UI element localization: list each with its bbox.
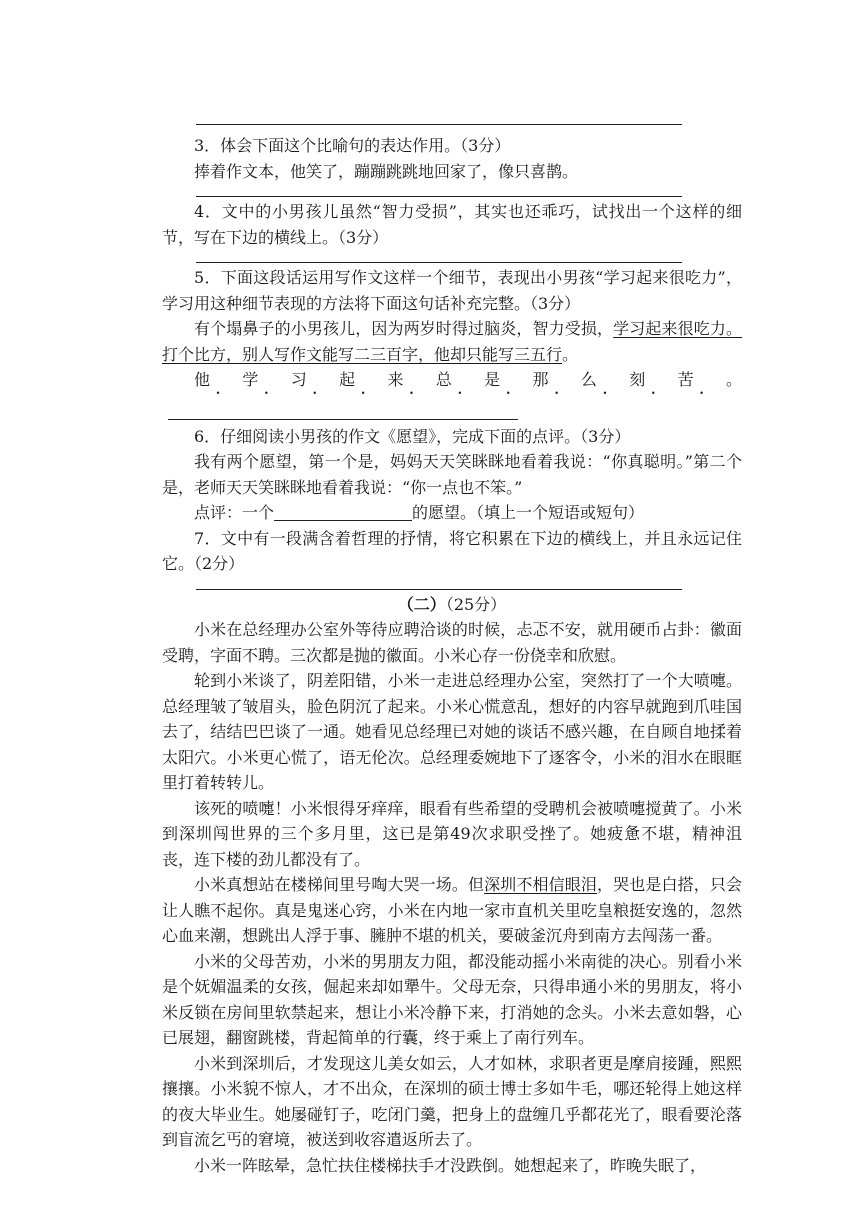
- q5-passage-underlined: 学习起来很吃力。打个比方，别人写作文能写二三百字，他却只能写三五行: [162, 319, 742, 364]
- passage-paragraph-6: 小米到深圳后，才发现这儿美女如云，人才如林，求职者更是摩肩接踵，熙熙攘攘。小米貌不惊人，才不出众，在深圳的硕士博士多如牛毛，哪还轮得上她这样的夜大毕业生。她屡碰钉子，吃闭门羹，把身上的盘缠几乎都花光了，眼看要沦落到盲流乞丐的窘境，被送到收容遣返所去了。: [162, 1053, 742, 1149]
- p4-underlined-phrase: 深圳不相信眼泪: [484, 875, 598, 894]
- q4-question: 4．文中的小男孩儿虽然“智力受损”，其实也还乖巧，试找出一个这样的细节，写在下边的横线上。（3分）: [162, 202, 742, 247]
- page-content: [162, 106, 742, 1178]
- q5-passage: [162, 316, 742, 367]
- p4-text-after: ，哭也是白搭，只会让人瞧不起你。真是鬼迷心窍，小米在内地一家市直机关里吃皇粮挺安逸的，忽然心血来潮，想跳出人浮于事、臃肿不堪的机关，要破釜沉舟到南方去闯荡一番。: [162, 875, 742, 945]
- passage-paragraph-3: 该死的喷嚏！小米恨得牙痒痒，眼看有些希望的受聘机会被喷嚏搅黄了。小米到深圳闯世界的三个多月里，这已是第49次求职受挫了。她疲惫不堪，精神沮丧，连下楼的劲儿都没有了。: [162, 798, 742, 869]
- q6-comment-after: 的愿望。（填上一个短语或短句）: [412, 503, 645, 522]
- q3-title: 3．体会下面这个比喻句的表达作用。（3分）: [194, 136, 511, 155]
- q5-prompt: [162, 367, 742, 424]
- passage-paragraph-7: 小米一阵眩晕，急忙扶住楼梯扶手才没跌倒。她想起来了，昨晚失眠了，: [194, 1155, 707, 1175]
- section-title: [162, 592, 742, 618]
- p4-text-before: 小米真想站在楼梯间里号啕大哭一场。但: [194, 875, 485, 894]
- q6-comment-before: 点评：一个: [194, 503, 275, 522]
- passage-paragraph-2: 轮到小米谈了，阴差阳错，小米一走进总经理办公室，突然打了一个大喷嚏。总经理皱了皱眉头，脸色阴沉了起来。小米心慌意乱，想好的内容早就跑到爪哇国去了，结结巴巴谈了一通。她看见总经理已对她的谈话不感兴趣，在自顾自地揉着太阳穴。小米更心慌了，语无伦次。总经理委婉地下了逐客令，小米的泪水在眼眶里打着转转儿。: [162, 671, 742, 792]
- passage-paragraph-4: [162, 872, 742, 949]
- q6-title: 6．仔细阅读小男孩的作文《愿望》，完成下面的点评。（3分）: [194, 426, 631, 446]
- q5-passage-text: 有个塌鼻子的小男孩儿，因为两岁时得过脑炎，智力受损，: [194, 319, 614, 338]
- q5-prompt-dotted: 他学习起来总是那么刻苦: [194, 370, 726, 389]
- q7-question: 7．文中有一段满含着哲理的抒情，将它积累在下边的横线上，并且永远记住它。（2分）: [162, 528, 742, 573]
- q5-passage-end: 。: [562, 344, 579, 364]
- q6-essay: 我有两个愿望，第一个是，妈妈天天笑眯眯地看着我说：“你真聪明。”第二个是，老师天天笑眯眯地看着我说：“你一点也不笨。”: [162, 452, 742, 497]
- q3-sentence: 捧着作文本，他笑了，蹦蹦跳跳地回家了，像只喜鹊。: [194, 161, 579, 181]
- q5-answer-blank: [168, 401, 518, 420]
- q6-comment: [162, 500, 742, 526]
- answer-line-q4: [196, 262, 682, 263]
- section-score: （25分）: [445, 594, 507, 614]
- q5-question: 5．下面这段话运用写作文这样一个细节，表现出小男孩“学习起来很吃力”，学习用这种细节表现的方法将下面这句话补充完整。（3分）: [162, 268, 742, 313]
- passage-paragraph-1: 小米在总经理办公室外等待应聘洽谈的时候，忐忑不安，就用硬币占卦：徽面受聘，字面不聘。三次都是抛的徽面。小米心存一份侥幸和欣慰。: [162, 620, 742, 665]
- answer-line-q7: [196, 589, 682, 590]
- q6-answer-blank: [274, 502, 412, 521]
- passage-paragraph-5: 小米的父母苦劝，小米的男朋友力阻，都没能动摇小米南徙的决心。别看小米是个妩媚温柔的女孩，倔起来却如犟牛。父母无奈，只得串通小米的男朋友，将小米反锁在房间里软禁起来，想让小米冷静下来，打消她的念头。小米去意如磐，心已展翅，翻窗跳楼，背起简单的行囊，终于乘上了南行列车。: [162, 951, 742, 1047]
- answer-line-q3: [196, 196, 682, 197]
- q5-prompt-end: 。: [725, 370, 742, 389]
- section-number: （二）: [397, 594, 446, 614]
